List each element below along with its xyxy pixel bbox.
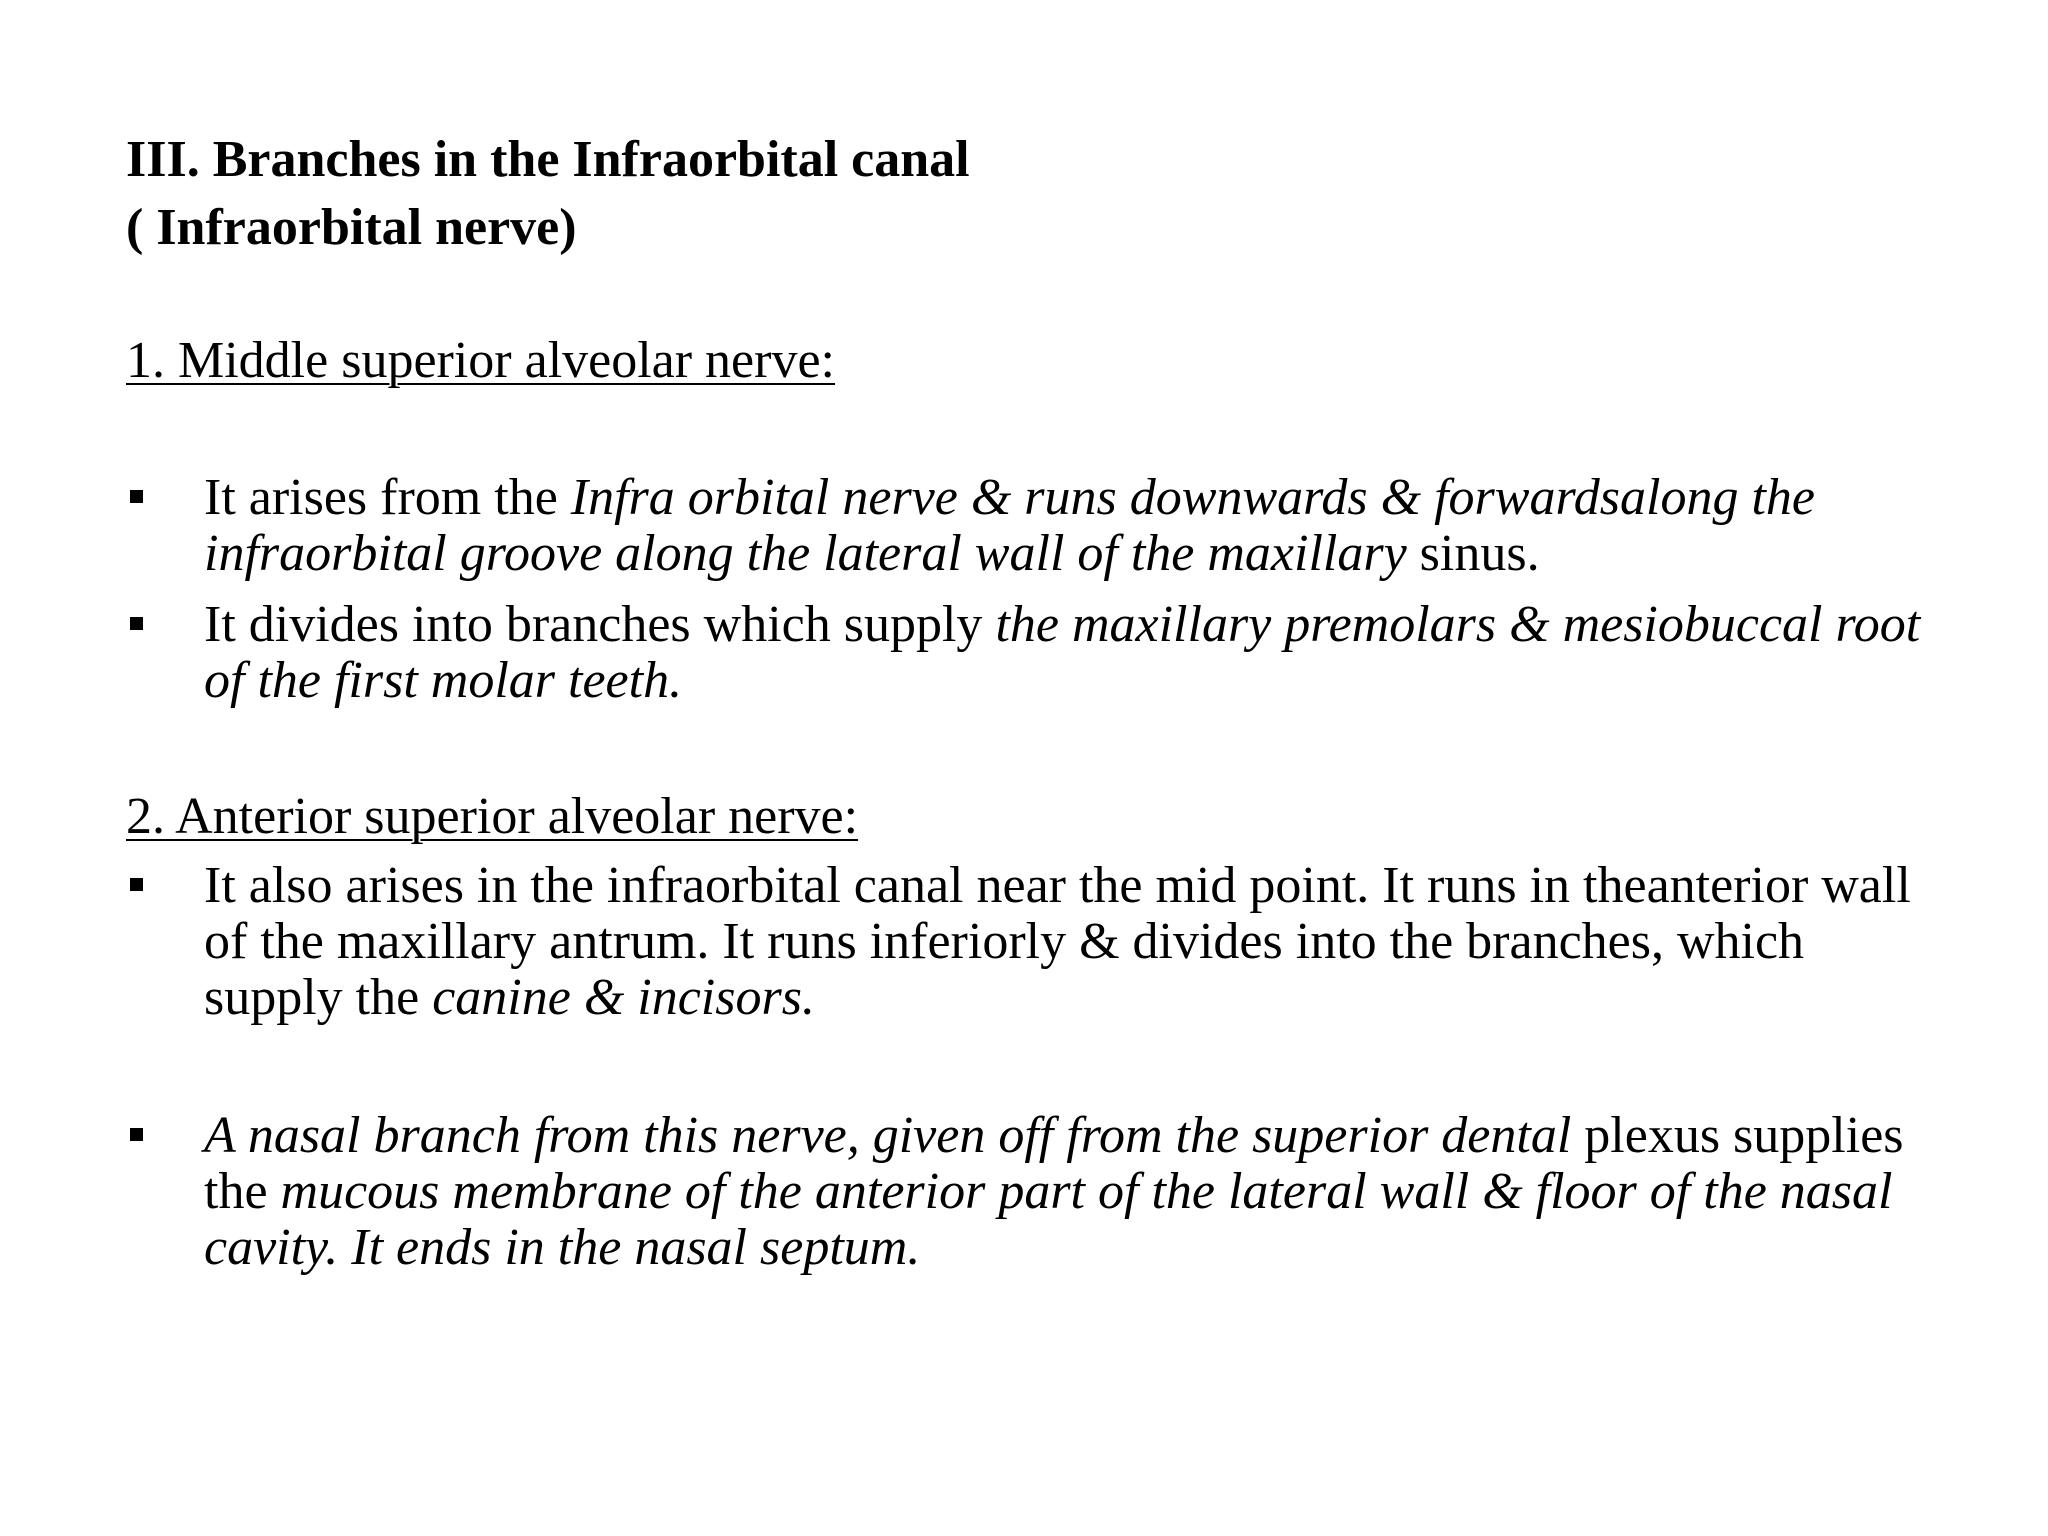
bullet-text [204, 597, 1924, 709]
square-bullet-icon [130, 617, 143, 630]
text-run-italic: canine & incisors. [432, 969, 815, 1026]
text-run: It arises from the [204, 469, 571, 526]
bullet-text [204, 1108, 1924, 1276]
square-bullet-icon [130, 490, 143, 503]
square-bullet-icon [130, 878, 143, 891]
text-run: sinus. [1406, 525, 1540, 582]
text-run-italic: A nasal branch from this nerve, given off from the superior dental [204, 1107, 1572, 1164]
section-heading-middle-superior-alveolar: 1. Middle superior alveolar nerve: [126, 332, 835, 389]
bullet-item [126, 1108, 1926, 1276]
text-run: plexus supplies the [204, 1107, 1904, 1220]
text-run: It also arises in the infraorbital canal near the mid point. It runs in theanterior wall of the maxillary antrum. It runs inferiorly & divides into the branches, which supply the [204, 857, 1911, 1026]
bullet-item [126, 470, 1926, 582]
text-run-italic: mucous membrane of the anterior part of the lateral wall & floor of the nasal cavity. It ends in the nasal septum. [204, 1163, 1893, 1276]
text-run-italic: the maxillary premolars & mesiobuccal root of the first molar teeth. [204, 596, 1921, 709]
text-run: It divides into branches which supply [204, 596, 996, 653]
bullet-item [126, 597, 1926, 709]
bullet-text [204, 858, 1924, 1026]
bullet-text [204, 470, 1924, 582]
bullet-item [126, 858, 1926, 1026]
text-run-italic: Infra orbital nerve & runs downwards & forwardsalong the infraorbital groove along the lateral wall of the maxillary [204, 469, 1815, 582]
section-heading-anterior-superior-alveolar: 2. Anterior superior alveolar nerve: [126, 788, 859, 845]
slide-title [126, 126, 970, 262]
square-bullet-icon [130, 1128, 143, 1141]
title-line-2: ( Infraorbital nerve) [126, 199, 577, 256]
title-line-1: III. Branches in the Infraorbital canal [126, 131, 970, 188]
